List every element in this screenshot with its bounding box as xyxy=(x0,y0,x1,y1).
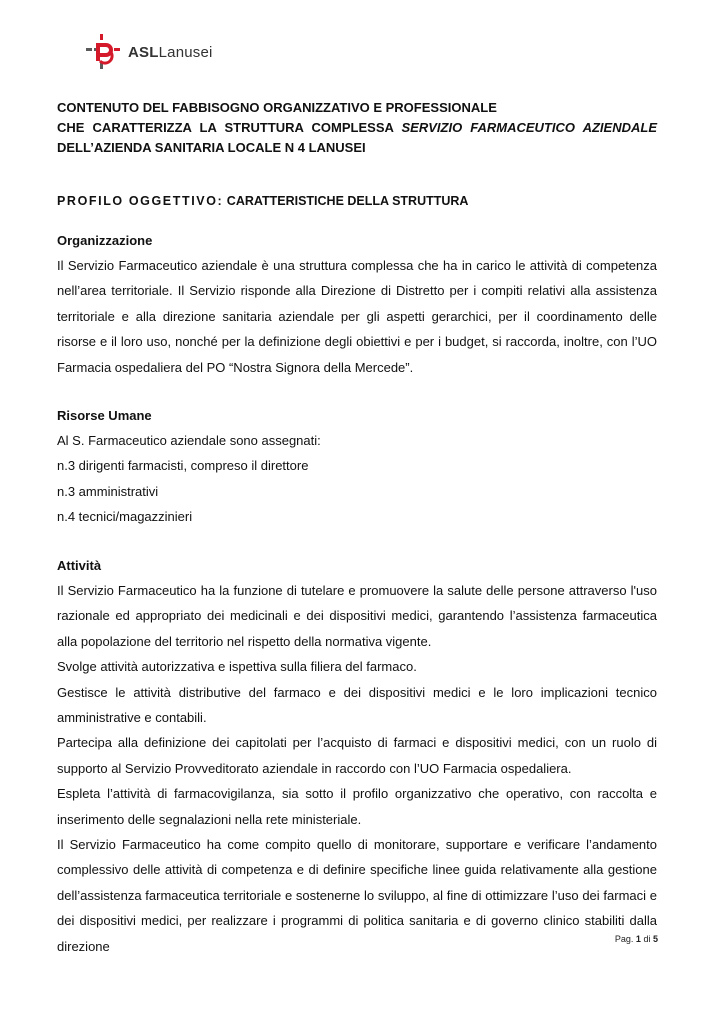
page-number-prefix: Pag. xyxy=(614,934,634,944)
risorse-list xyxy=(57,428,657,530)
attivita-paragraph: Svolge attività autorizzativa e ispettiva sulla filiera del farmaco. xyxy=(57,659,417,675)
title-line-2-prefix: CHE CARATTERIZZA LA STRUTTURA COMPLESSA xyxy=(57,120,394,135)
organizzazione-heading: Organizzazione xyxy=(57,233,153,248)
title-line-1: CONTENUTO DEL FABBISOGNO ORGANIZZATIVO E PROFESSIONALE xyxy=(57,100,497,115)
attivita-paragraph: Gestisce le attività distributive del farmaco e dei dispositivi medici e le loro implicazioni tecnico amministrative e contabili. xyxy=(57,684,657,726)
risorse-line: Al S. Farmaceutico aziendale sono assegnati: xyxy=(57,433,321,448)
page-number-of: di xyxy=(643,934,651,944)
attivita-paragraph: Espleta l’attività di farmacovigilanza, sia sotto il profilo organizzativo che operativo, con raccolta e inserimento delle segnalazioni nella rete ministeriale. xyxy=(57,786,657,827)
risorse-line: n.3 dirigenti farmacisti, compreso il direttore xyxy=(57,458,309,474)
attivita-text xyxy=(57,578,657,959)
page-number xyxy=(615,934,658,944)
document-title xyxy=(57,98,657,158)
page-number-total: 5 xyxy=(652,934,658,944)
profile-heading xyxy=(57,193,657,209)
title-line-3: DELL’AZIENDA SANITARIA LOCALE N 4 LANUSEI xyxy=(57,140,366,155)
risorse-line: n.4 tecnici/magazzinieri xyxy=(57,509,193,525)
profile-heading-rest: CARATTERISTICHE DELLA STRUTTURA xyxy=(226,194,469,208)
attivita-paragraph: Partecipa alla definizione dei capitolati per l’acquisto di farmaci e dispositivi medici, con un ruolo di supporto al Servizio Provveditorato aziendale in raccordo con l’UO Farmacia ospedaliera. xyxy=(57,735,657,776)
title-line-2 xyxy=(57,118,657,138)
organizzazione-paragraph: Il Servizio Farmaceutico aziendale è una struttura complessa che ha in carico le attività di competenza nell’area territoriale. Il Servizio risponde alla Direzione di Distretto per i compiti relativi alla assistenza territoriale e alla direzione sanitaria aziendale per gli aspetti gerarchici, per il coordinamento delle risorse e il loro uso, nonché per la definizione degli obiettivi e per i budget, si raccorda, inoltre, con l’UO Farmacia ospedaliera del PO “Nostra Signora della Mercede”. xyxy=(57,258,657,375)
logo-wordmark xyxy=(128,44,213,61)
asl-logo xyxy=(86,34,213,70)
logo-text-rest: Lanusei xyxy=(158,43,213,61)
risorse-line: n.3 amministrativi xyxy=(57,483,159,499)
asl-cross-icon xyxy=(86,34,124,70)
profile-heading-spaced: PROFILO OGGETTIVO: xyxy=(57,194,224,208)
attivita-heading: Attività xyxy=(57,558,102,573)
attivita-paragraph: Il Servizio Farmaceutico ha come compito quello di monitorare, supportare e verificare l’andamento complessivo delle attività di competenza e di definire specifiche linee guida relativamente alla gestione dell’assistenza farmaceutica territoriale e sostenerne lo sviluppo, al fine di ottimizzare l’uso dei farmaci e dei dispositivi medici, per realizzare i programmi di politica sanitaria e di governo clinico stabiliti dalla direzione xyxy=(57,837,657,954)
risorse-heading: Risorse Umane xyxy=(57,408,152,423)
title-line-2-italic: SERVIZIO FARMACEUTICO AZIENDALE xyxy=(401,120,657,135)
organizzazione-text xyxy=(57,253,657,380)
attivita-paragraph: Il Servizio Farmaceutico ha la funzione di tutelare e promuovere la salute delle persone attraverso l'uso razionale ed appropriato dei medicinali e dei dispositivi medici, garantendo l’assistenza farmaceutica alla popolazione del territorio nel rispetto della normativa vigente. xyxy=(57,583,657,649)
logo-text-bold: ASL xyxy=(128,43,159,61)
page-number-current: 1 xyxy=(635,934,641,944)
